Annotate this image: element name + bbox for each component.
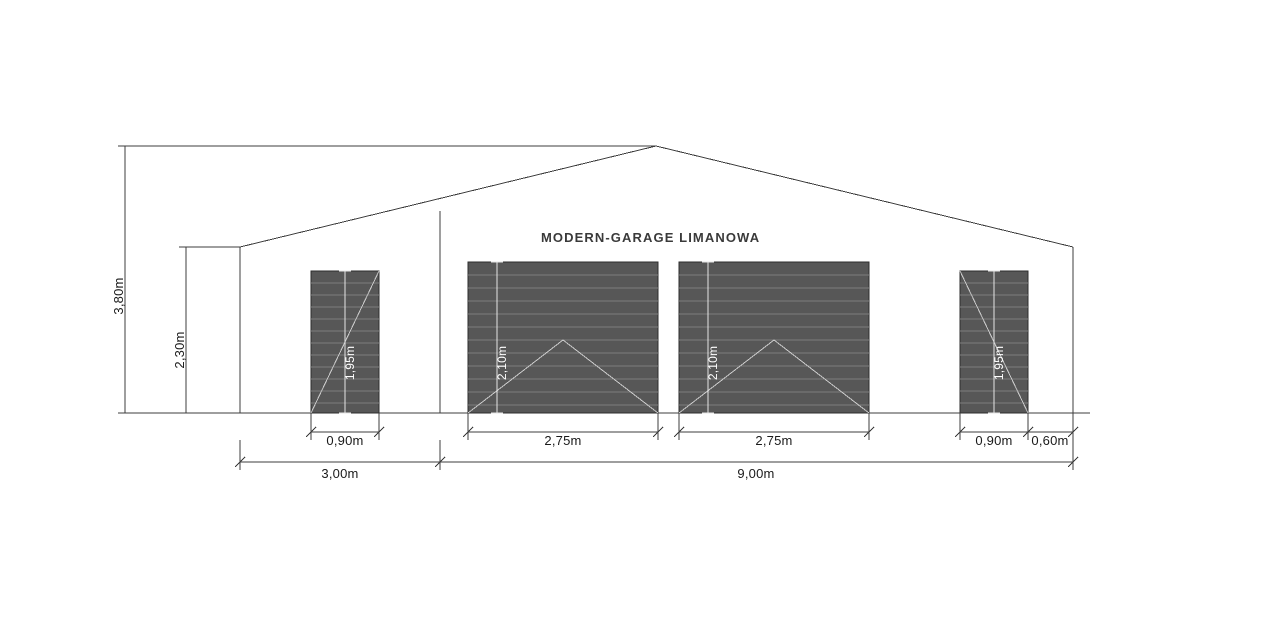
dim-eaves-height-label: 2,30m xyxy=(172,331,187,369)
dim-right-offset-width-label: 0,60m xyxy=(1031,433,1069,448)
dim-door-small-left-width-label: 0,90m xyxy=(326,433,364,448)
dim-door-small-left-height-label: 1,95m xyxy=(343,345,357,381)
building-title-label: MODERN-GARAGE LIMANOWA xyxy=(541,230,761,245)
dim-door-big-right-height-label: 2,10m xyxy=(706,345,720,381)
dim-door-big-left-width-label: 2,75m xyxy=(544,433,582,448)
dim-total-height-label: 3,80m xyxy=(111,277,126,315)
dim-bay-left-width-label: 3,00m xyxy=(321,466,359,481)
dim-door-small-right-width-label: 0,90m xyxy=(975,433,1013,448)
dim-door-big-right-width-label: 2,75m xyxy=(755,433,793,448)
dim-door-small-right-height-label: 1,95m xyxy=(992,345,1006,381)
dim-bay-right-width-label: 9,00m xyxy=(737,466,775,481)
dim-door-big-left-height-label: 2,10m xyxy=(495,345,509,381)
